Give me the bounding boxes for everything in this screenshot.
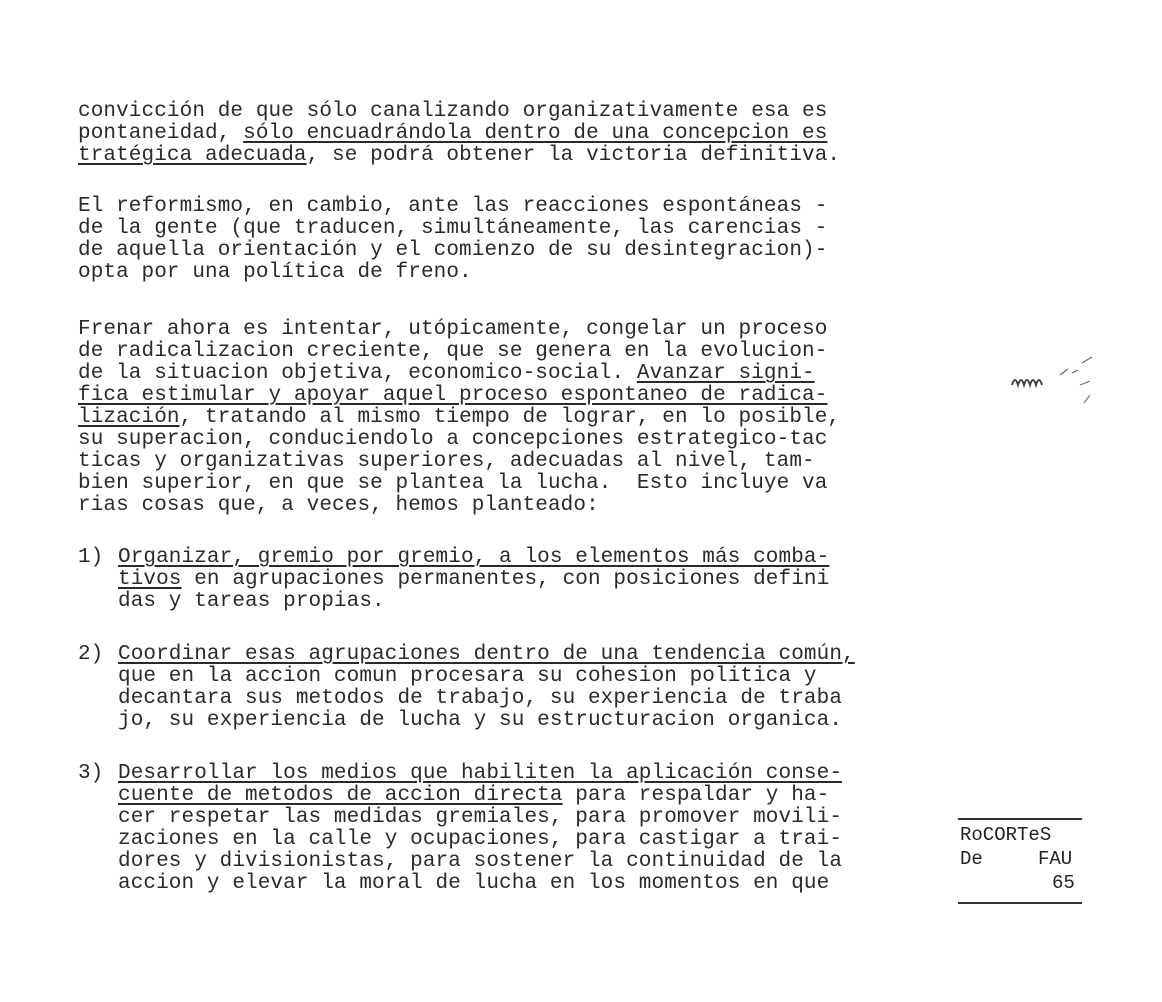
list-item-text [118, 547, 829, 613]
underlined-text: tratégica adecuada [78, 144, 307, 167]
text-segment: pontaneidad, [78, 122, 244, 145]
text-segment: en agrupaciones permanentes, con posiciones defini [181, 568, 830, 591]
text-line [78, 319, 840, 341]
text-line [118, 666, 855, 688]
underlined-text: sólo encuadrándola dentro de una concepcion es [243, 122, 828, 145]
text-line [78, 385, 840, 407]
text-line [118, 688, 855, 710]
text-line [118, 591, 829, 613]
text-line [78, 262, 827, 284]
text-segment: que en la accion comun procesara su cohesion politica y [118, 665, 817, 688]
list-item-text [118, 644, 855, 732]
stamp-line-2-right: FAU [1038, 848, 1073, 870]
underlined-text: lización [78, 406, 180, 429]
margin-scribble-mark [1010, 345, 1100, 425]
list-number: 2) [78, 643, 104, 666]
underlined-text: Desarrollar los medios que habiliten la aplicación conse- [118, 762, 843, 785]
text-line [78, 341, 840, 363]
text-line [78, 451, 840, 473]
archive-stamp [958, 818, 1082, 904]
text-line [78, 123, 840, 145]
text-segment: su superacion, conduciendolo a concepciones estrategico-tac [78, 428, 828, 451]
text-segment: das y tareas propias. [118, 590, 385, 613]
text-line [118, 873, 842, 895]
text-line [118, 851, 842, 873]
text-line [78, 218, 827, 240]
text-line [78, 240, 827, 262]
text-line [78, 101, 840, 123]
underlined-text: tivos [118, 568, 182, 591]
text-segment: convicción de que sólo canalizando organizativamente esa es [78, 100, 828, 123]
text-line [118, 785, 842, 807]
underlined-text: cuente de metodos de accion directa [118, 784, 563, 807]
text-line [118, 763, 842, 785]
text-segment: de aquella orientación y el comienzo de su desintegracion)- [78, 239, 828, 262]
text-segment: El reformismo, en cambio, ante las reacciones espontáneas - [78, 195, 828, 218]
text-line [78, 473, 840, 495]
text-segment: rias cosas que, a veces, hemos planteado: [78, 494, 599, 517]
text-segment: , se podrá obtener la victoria definitiva. [306, 144, 841, 167]
underlined-text: fica estimular y apoyar aquel proceso espontaneo de radica- [78, 384, 828, 407]
underlined-text: Organizar, gremio por gremio, a los elementos más comba- [118, 546, 830, 569]
text-line [78, 196, 827, 218]
underlined-text: Coordinar esas agrupaciones dentro de una tendencia común, [118, 643, 855, 666]
text-segment: bien superior, en que se plantea la lucha. Esto incluye va [78, 472, 828, 495]
text-line [118, 829, 842, 851]
text-line [118, 644, 855, 666]
text-segment: para respaldar y ha- [562, 784, 830, 807]
text-line [118, 807, 842, 829]
text-segment: cer respetar las medidas gremiales, para promover movili- [118, 806, 843, 829]
text-segment: , tratando al mismo tiempo de lograr, en lo posible, [179, 406, 841, 429]
page-number: 65 [1052, 872, 1075, 894]
stamp-bottom-rule [958, 902, 1082, 904]
stamp-line-2-left: De [960, 848, 983, 870]
text-segment: de la situacion objetiva, economico-social. [78, 362, 637, 385]
text-segment: jo, su experiencia de lucha y su estructuracion organica. [118, 709, 843, 732]
text-segment: de la gente (que traducen, simultáneamente, las carencias - [78, 217, 828, 240]
list-number: 3) [78, 762, 104, 785]
list-item-text [118, 763, 842, 895]
text-segment: accion y elevar la moral de lucha en los momentos en que [118, 872, 830, 895]
list-number: 1) [78, 546, 104, 569]
text-line [118, 710, 855, 732]
text-line [78, 145, 840, 167]
text-segment: opta por una política de freno. [78, 261, 472, 284]
text-line [118, 569, 829, 591]
text-line [118, 547, 829, 569]
paragraph [78, 319, 840, 517]
text-segment: de radicalizacion creciente, que se genera en la evolucion- [78, 340, 828, 363]
text-line [78, 429, 840, 451]
stamp-top-rule [958, 818, 1082, 820]
paragraph [78, 196, 827, 284]
text-segment: Frenar ahora es intentar, utópicamente, congelar un proceso [78, 318, 828, 341]
text-segment: ticas y organizativas superiores, adecuadas al nivel, tam- [78, 450, 815, 473]
underlined-text: Avanzar signi- [636, 362, 815, 385]
text-line [78, 495, 840, 517]
text-segment: decantara sus metodos de trabajo, su experiencia de traba [118, 687, 843, 710]
text-segment: dores y divisionistas, para sostener la continuidad de la [118, 850, 843, 873]
text-segment: zaciones en la calle y ocupaciones, para castigar a trai- [118, 828, 843, 851]
paragraph [78, 101, 840, 167]
text-line [78, 407, 840, 429]
text-line [78, 363, 840, 385]
stamp-line-1: RoCORTeS [960, 824, 1052, 846]
